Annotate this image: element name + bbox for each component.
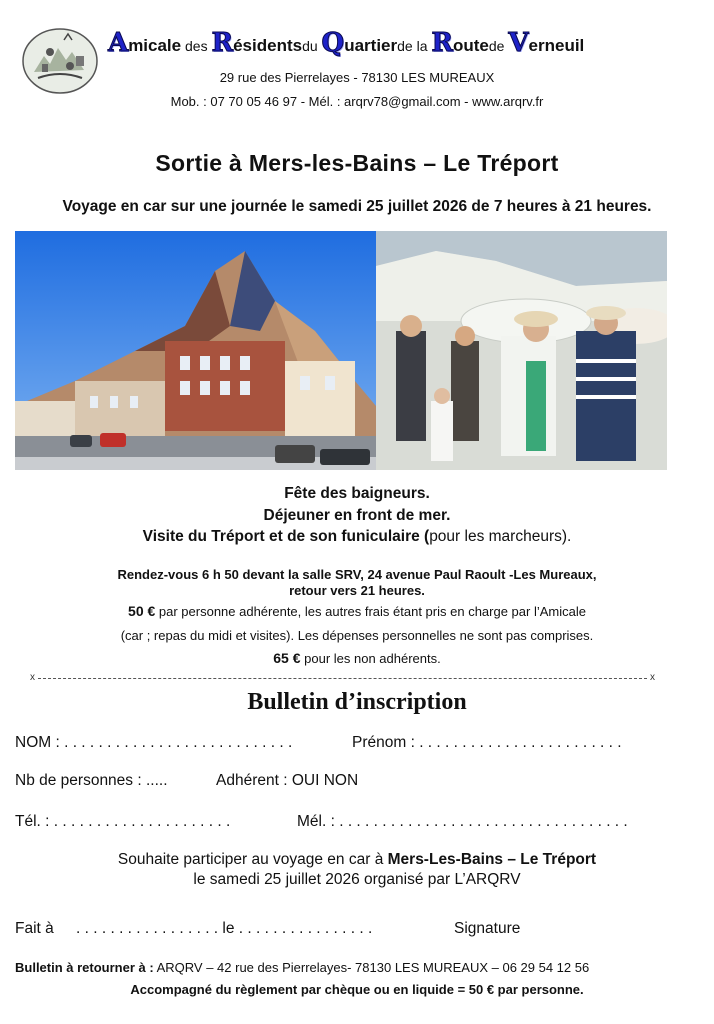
org-connector: de (488, 38, 509, 54)
place-label: Fait à (15, 920, 54, 937)
nonmember-price-line (0, 650, 714, 666)
first-name-field[interactable]: Prénom : . . . . . . . . . . . . . . . . . . . . . . . . (352, 734, 622, 751)
org-word: uartier (344, 36, 398, 55)
participation-prefix: Souhaite participer au voyage en car à (117, 851, 388, 868)
org-initial: R (211, 28, 234, 58)
member-choice-field[interactable]: Adhérent : OUI NON (216, 772, 359, 789)
email-field[interactable]: Mél. : . . . . . . . . . . . . . . . . . . . . . . . . . . . . . . . . . . (297, 813, 628, 830)
name-field[interactable]: NOM : . . . . . . . . . . . . . . . . . . . . . . . . . . . (15, 734, 293, 751)
place-date-field[interactable]: . . . . . . . . . . . . . . . . . le . . . . . . . . . . . . . . . . (76, 920, 373, 937)
cut-dashes (38, 678, 647, 679)
member-price-amount: 50 € (128, 603, 156, 619)
program-line-3 (0, 528, 714, 546)
org-initial: Q (321, 28, 345, 58)
phone-field[interactable]: Tél. : . . . . . . . . . . . . . . . . . . . . . (15, 813, 231, 830)
event-subtitle: Voyage en car sur une journée le samedi 25 juillet 2026 de 7 heures à 21 heures. (62, 198, 652, 215)
nonmember-price-amount: 65 € (273, 650, 301, 666)
association-address: 29 rue des Pierrelayes - 78130 LES MUREAUX (219, 70, 495, 85)
cut-mark-right: x (650, 672, 655, 683)
org-word: ésidents (233, 36, 303, 55)
org-connector: du (302, 38, 322, 54)
org-connector: des (181, 38, 212, 54)
program-line-2: Déjeuner en front de mer. (263, 507, 451, 524)
return-address: ARQRV – 42 rue des Pierrelayes- 78130 LES MUREAUX – 06 29 54 12 56 (153, 960, 590, 975)
cut-line (30, 672, 655, 684)
program-line-3-end: ). (561, 528, 572, 545)
event-title: Sortie à Mers-les-Bains – Le Tréport (155, 150, 559, 176)
payment-note: Accompagné du règlement par chèque ou en liquide = 50 € par personne. (130, 982, 584, 997)
org-initial: V (508, 28, 529, 58)
number-of-people-field[interactable]: Nb de personnes : ..... (15, 772, 168, 789)
villas-photo (15, 231, 376, 470)
rendezvous-line-1: Rendez-vous 6 h 50 devant la salle SRV, 24 avenue Paul Raoult -Les Mureaux, (117, 567, 597, 582)
costumed-bathers-photo (376, 231, 667, 470)
participation-statement (0, 851, 714, 869)
association-logo (20, 26, 100, 96)
program-line-3-bold: Visite du Tréport et de son funiculaire ( (142, 528, 430, 545)
participation-destination: Mers-Les-Bains – Le Tréport (387, 851, 597, 868)
member-price-line (0, 603, 714, 619)
org-word: erneuil (528, 36, 585, 55)
return-label: Bulletin à retourner à : (15, 960, 154, 975)
program-line-3-note: pour les marcheurs (429, 528, 562, 545)
signature-label: Signature (454, 920, 521, 937)
return-address-line (15, 960, 589, 975)
member-price-text: par personne adhérente, les autres frais étant pris en charge par l’Amicale (155, 604, 586, 619)
org-word: micale (128, 36, 182, 55)
nonmember-price-text: pour les non adhérents. (300, 651, 441, 666)
member-price-details: (car ; repas du midi et visites). Les dépenses personnelles ne sont pas comprises. (120, 628, 594, 643)
participation-date: le samedi 25 juillet 2026 organisé par L’ARQRV (193, 871, 521, 888)
registration-form-title: Bulletin d’inscription (247, 689, 467, 715)
association-contact: Mob. : 07 70 05 46 97 - Mél. : arqrv78@gmail.com - www.arqrv.fr (170, 94, 544, 109)
organization-name (108, 28, 688, 60)
org-word: oute (452, 36, 489, 55)
org-initial: A (108, 28, 129, 58)
org-initial: R (431, 28, 453, 58)
org-connector: de la (397, 38, 432, 54)
cut-mark-left: x (30, 672, 35, 683)
rendezvous-line-2: retour vers 21 heures. (289, 583, 425, 598)
program-line-1: Fête des baigneurs. (284, 485, 430, 502)
